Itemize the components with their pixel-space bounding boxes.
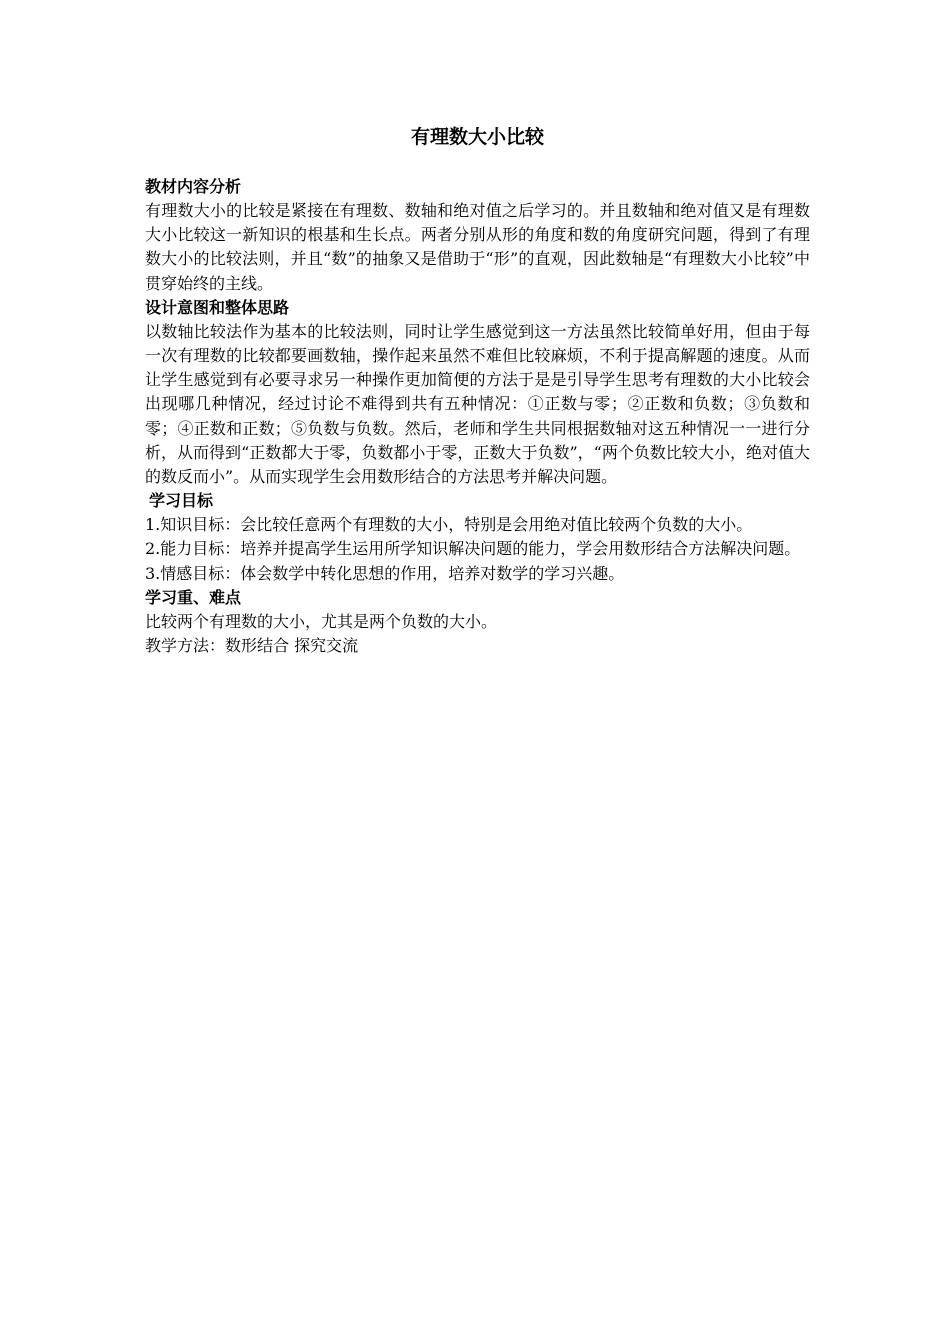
goal-item-knowledge: 1.知识目标：会比较任意两个有理数的大小，特别是会用绝对值比较两个负数的大小。 (145, 515, 753, 535)
goal-item-emotion: 3.情感目标：体会数学中转化思想的作用，培养对数学的学习兴趣。 (145, 563, 625, 583)
teaching-method: 教学方法：数形结合 探究交流 (145, 636, 359, 656)
section-heading-keypoints: 学习重、难点 (145, 587, 242, 607)
section-heading-design: 设计意图和整体思路 (145, 297, 290, 317)
analysis-paragraph: 有理数大小的比较是紧接在有理数、数轴和绝对值之后学习的。并且数轴和绝对值又是有理数大小比较这一新知识的根基和生长点。两者分别从形的角度和数的角度研究问题，得到了有理数大小的比较法则，并且“数”的抽象又是借助于“形”的直观，因此数轴是“有理数大小比较”中贯穿始终的主线。 (145, 201, 810, 293)
section-heading-analysis: 教材内容分析 (145, 177, 242, 196)
design-paragraph: 以数轴比较法作为基本的比较法则，同时让学生感觉到这一方法虽然比较简单好用，但由于每一次有理数的比较都要画数轴，操作起来虽然不难但比较麻烦，不利于提高解题的速度。从而让学生感觉到有必要寻求另一种操作更加简便的方法于是是引导学生思考有理数的大小比较会出现哪几种情况，经过讨论不难得到共有五种情况：①正数与零；②正数和负数；③负数和零；④正数和正数；⑤负数与负数。然后，老师和学生共同根据数轴对这五种情况一一进行分析，从而得到“正数都大于零，负数都小于零，正数大于负数”，“两个负数比较大小，绝对值大的数反而小”。从而实现学生会用数形结合的方法思考并解决问题。 (145, 321, 810, 487)
section-heading-goals: 学习目标 (149, 491, 214, 511)
document-title: 有理数大小比较 (410, 126, 544, 148)
document-body (145, 175, 810, 658)
goal-item-ability: 2.能力目标：培养并提高学生运用所学知识解决问题的能力，学会用数形结合方法解决问题。 (145, 539, 801, 559)
keypoints-paragraph: 比较两个有理数的大小，尤其是两个负数的大小。 (145, 611, 498, 631)
